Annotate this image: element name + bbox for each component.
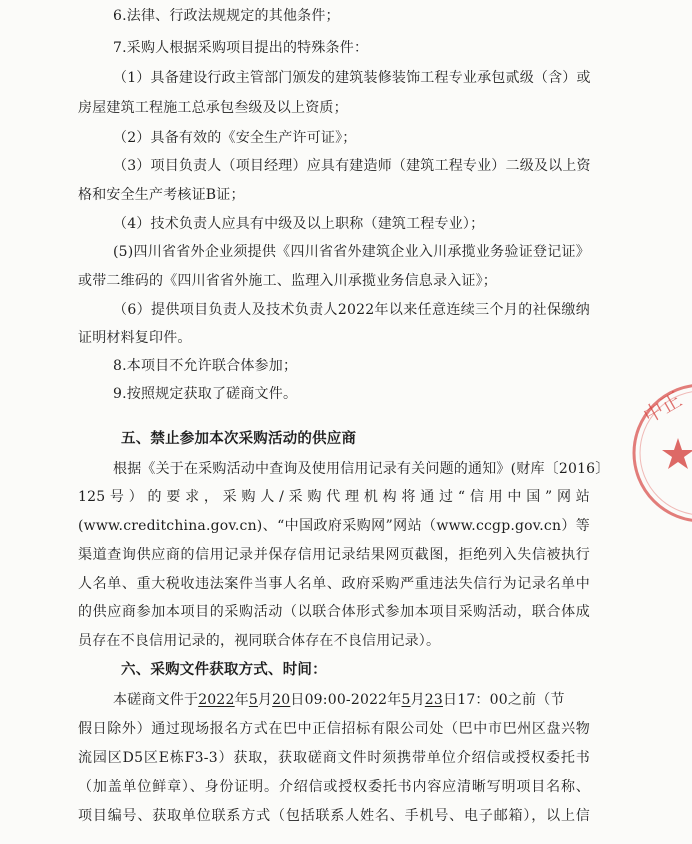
condition-1-line-2: 房屋建筑工程施工总承包叁级及以上资质； xyxy=(78,100,348,116)
section-6-line-1 xyxy=(113,690,565,710)
section-6-line-3: 流园区D5区E栋F3-3）获取，获取磋商文件时须携带单位介绍信或授权委托书 xyxy=(78,750,590,766)
section-5-line-2: 125号）的要求，采购人/采购代理机构将通过“信用中国”网站 xyxy=(78,489,590,505)
condition-5-line-2: 或带二维码的《四川省省外施工、监理入川承揽业务信息录入证》； xyxy=(78,273,497,289)
condition-4: （4）技术负责人应具有中级及以上职称（建筑工程专业）； xyxy=(113,216,485,232)
time-range-middle: 日09:00-2022年 xyxy=(290,692,402,708)
section-6-line-5: 项目编号、获取单位联系方式（包括联系人姓名、手机号、电子邮箱），以上信 xyxy=(78,808,590,824)
section-5-line-6: 的供应商参加本项目的采购活动（以联合体形式参加本项目采购活动，联合体成 xyxy=(78,604,590,620)
condition-6-line-1: （6）提供项目负责人及技术负责人2022年以来任意连续三个月的社保缴纳 xyxy=(113,302,590,318)
condition-2: （2）具备有效的《安全生产许可证》； xyxy=(113,130,357,146)
time-range-end: 日17：00之前（节 xyxy=(443,692,565,708)
end-month: 5 xyxy=(401,692,411,708)
condition-5-line-1: (5)四川省省外企业须提供《四川省省外建筑企业入川承揽业务验证登记证》 xyxy=(113,244,590,260)
section-6-line-2: 假日除外）通过现场报名方式在巴中正信招标有限公司处（巴中市巴州区盘兴物 xyxy=(78,721,590,737)
end-day: 23 xyxy=(424,692,444,708)
section-6-intro: 本磋商文件于 xyxy=(113,692,199,708)
company-seal xyxy=(630,378,692,528)
section-5-line-7: 员存在不良信用记录的，视同联合体存在不良信用记录）。 xyxy=(78,633,441,649)
item-7: 7.采购人根据采购项目提出的特殊条件： xyxy=(113,40,369,56)
condition-3-line-1: （3）项目负责人（项目经理）应具有建造师（建筑工程专业）二级及以上资 xyxy=(113,158,591,174)
label-month-2: 月 xyxy=(410,692,425,708)
seal-text: 中正 xyxy=(639,387,686,428)
section-5-line-1: 根据《关于在采购活动中查询及使用信用记录有关问题的通知》(财库〔2016〕 xyxy=(113,461,610,477)
condition-1-line-1: （1）具备建设行政主管部门颁发的建筑装修装饰工程专业承包贰级（含）或 xyxy=(113,70,591,86)
section-6-line-4: （加盖单位鲜章）、身份证明。介绍信或授权委托书内容应清晰写明项目名称、 xyxy=(78,779,590,795)
section-5-heading: 五、禁止参加本次采购活动的供应商 xyxy=(121,431,357,447)
start-day: 20 xyxy=(272,692,291,708)
item-6: 6.法律、行政法规规定的其他条件； xyxy=(113,8,340,24)
start-year: 2022 xyxy=(198,692,235,708)
section-6-heading: 六、采购文件获取方式、时间： xyxy=(121,662,327,678)
condition-3-line-2: 格和安全生产考核证B证； xyxy=(78,187,245,203)
label-month: 月 xyxy=(257,692,273,708)
start-month: 5 xyxy=(248,692,258,708)
item-9: 9.按照规定获取了磋商文件。 xyxy=(113,386,298,402)
condition-6-line-2: 证明材料复印件。 xyxy=(78,330,192,346)
label-year: 年 xyxy=(234,692,249,708)
section-5-line-3: (www.creditchina.gov.cn)、“中国政府采购网”网站（www.ccgp.gov.cn）等 xyxy=(78,518,590,534)
section-5-line-5: 人名单、重大税收违法案件当事人名单、政府采购严重违法失信行为记录名单中 xyxy=(78,576,590,592)
item-8: 8.本项目不允许联合体参加； xyxy=(113,358,298,374)
section-5-line-4: 渠道查询供应商的信用记录并保存信用记录结果网页截图，拒绝列入失信被执行 xyxy=(78,547,590,563)
